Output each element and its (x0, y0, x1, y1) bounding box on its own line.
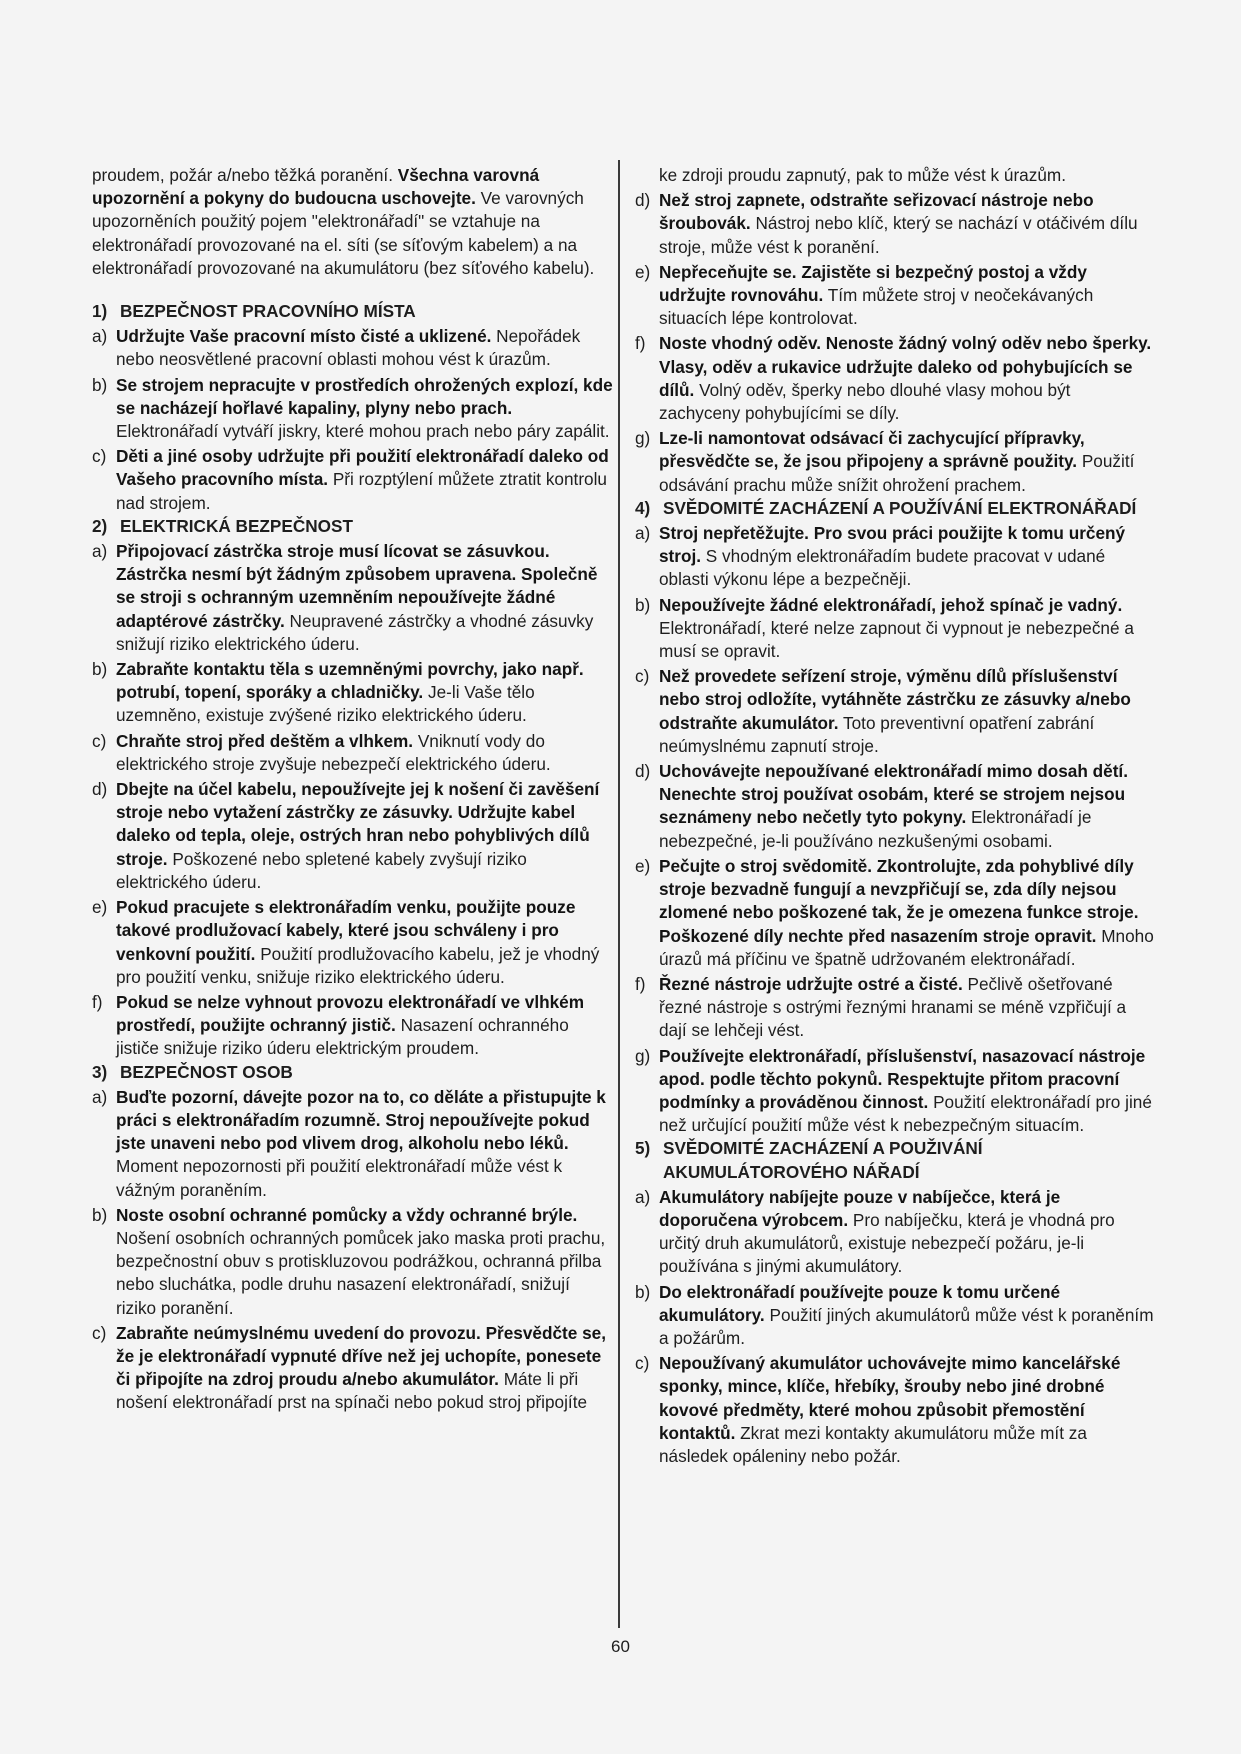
list-item (92, 445, 614, 515)
item-body (116, 374, 614, 444)
item-bold: Uchovávejte nepoužívané elektronářadí mimo dosah dětí. Nenechte stroj používat osobám, které se strojem nejsou seznámeny nebo nečetly tyto pokyny. (659, 761, 1128, 828)
section-heading-5 (635, 1137, 1155, 1183)
item-bold: Zabraňte kontaktu těla s uzemněnými povrchy, jako např. potrubí, topení, sporáky a chladničky. (116, 659, 584, 703)
item-marker: b) (92, 374, 108, 395)
item-body (116, 658, 614, 728)
item-marker: b) (92, 1204, 108, 1225)
item-bold: Udržujte Vaše pracovní místo čisté a uklizené. (116, 326, 492, 347)
list-item (92, 540, 614, 656)
list-item (635, 261, 1155, 331)
section-heading-4 (635, 497, 1155, 520)
item-marker: a) (635, 1186, 651, 1207)
item-text: Elektronářadí je nebezpečné, je-li používáno nezkušenými osobami. (659, 807, 1092, 851)
item-marker: c) (92, 446, 107, 467)
item-marker: f) (635, 973, 646, 994)
item-text: Poškozené nebo spletené kabely zvyšují riziko elektrického úderu. (116, 848, 527, 892)
item-marker: f) (635, 333, 646, 354)
intro-text: proudem, požár a/nebo těžká poranění. (92, 165, 398, 185)
item-marker: d) (92, 779, 108, 800)
item-marker: f) (92, 991, 103, 1012)
section-title: ELEKTRICKÁ BEZPEČNOST (120, 515, 353, 536)
item-text: Je-li Vaše tělo uzemněno, existuje zvýšené riziko elektrického úderu. (116, 682, 535, 726)
intro-paragraph (92, 164, 614, 280)
item-body (659, 594, 1155, 664)
item-bold: Připojovací zástrčka stroje musí lícovat se zásuvkou. Zástrčka nesmí být žádným způsobem upravena. Společně se stroji s ochranným uzemněním nepoužívejte žádné adaptérové zástrčky. (116, 541, 598, 631)
item-bold: Nepoužívejte žádné elektronářadí, jehož spínač je vadný. (659, 594, 1123, 615)
list-item (92, 1204, 614, 1320)
item-body (659, 522, 1155, 592)
item-marker: e) (635, 261, 651, 282)
item-bold: Buďte pozorní, dávejte pozor na to, co děláte a přistupujte k práci s elektronářadím rozumně. Stroj nepoužívejte pokud jste unaveni nebo pod vlivem drog, alkoholu nebo léků. (116, 1086, 606, 1154)
item-body (116, 325, 614, 371)
item-bold: Řezné nástroje udržujte ostré a čisté. (659, 973, 963, 994)
section-4-items (635, 522, 1155, 1137)
item-marker: b) (635, 1281, 651, 1302)
item-text: Toto preventivní opatření zabrání neúmyslnému zapnutí stroje. (659, 712, 1095, 756)
section-number: 1) (92, 301, 108, 322)
section-3-items (92, 1086, 614, 1415)
section-5-items (635, 1186, 1155, 1468)
item-text: Použití jiných akumulátorů může vést k poraněním a požárům. (659, 1304, 1154, 1348)
item-marker: c) (635, 666, 650, 687)
item-marker: a) (635, 523, 651, 544)
item-text: Pečlivě ošetřované řezné nástroje s ostrými řeznými hranami se méně vzpřičují a dají se lehčeji vést. (659, 973, 1127, 1041)
item-bold: Dbejte na účel kabelu, nepoužívejte jej k nošení či zavěšení stroje nebo vytažení zástrčky ze zásuvky. Udržujte kabel daleko od tepla, oleje, ostrých hran nebo pohyblivých dílů stroje. (116, 779, 600, 869)
item-marker: d) (635, 761, 651, 782)
list-item (92, 778, 614, 894)
item-body (659, 332, 1155, 425)
item-body (659, 855, 1155, 971)
list-item (635, 427, 1155, 497)
list-item (635, 1281, 1155, 1351)
list-item (635, 332, 1155, 425)
item-bold: Se strojem nepracujte v prostředích ohrožených explozí, kde se nacházejí hořlavé kapaliny, plyny nebo prach. (116, 374, 613, 418)
item-text: Pro nabíječku, která je vhodná pro určitý druh akumulátorů, existuje nebezpečí požáru, je-li používána s jinými akumulátory. (659, 1209, 1115, 1277)
item-text: Zkrat mezi kontakty akumulátoru může mít za následek opáleniny nebo požár. (659, 1422, 1087, 1466)
item-marker: b) (92, 659, 108, 680)
item-marker: c) (635, 1353, 650, 1374)
item-body (659, 973, 1155, 1043)
item-body (116, 730, 614, 776)
list-item (92, 1322, 614, 1415)
item-marker: d) (635, 190, 651, 211)
section-title: SVĚDOMITÉ ZACHÁZENÍ A POUŽÍVÁNÍ ELEKTRONÁŘADÍ (663, 497, 1137, 518)
section-heading-3 (92, 1061, 614, 1084)
item-text: Použití odsávání prachu může snížit ohrožení prachem. (659, 451, 1135, 495)
item-marker-blank (635, 164, 659, 187)
item-marker: e) (92, 897, 108, 918)
item-text: Nástroj nebo klíč, který se nachází v otáčivém dílu stroje, může vést k poranění. (659, 213, 1138, 257)
item-text: Mnoho úrazů má příčinu ve špatně udržovaném elektronářadí. (659, 925, 1154, 969)
list-item (635, 189, 1155, 259)
section-title: SVĚDOMITÉ ZACHÁZENÍ A POUŽIVÁNÍ AKUMULÁTOROVÉHO NÁŘADÍ (663, 1138, 983, 1182)
list-item (635, 594, 1155, 664)
item-body (116, 1086, 614, 1202)
section-title: BEZPEČNOST OSOB (120, 1061, 293, 1082)
section-3-continued-items (635, 189, 1155, 497)
item-body (116, 778, 614, 894)
item-bold: Noste vhodný oděv. Nenoste žádný volný oděv nebo šperky. Vlasy, oděv a rukavice udržujte daleko od pohybujících se dílů. (659, 333, 1152, 400)
section-2-items (92, 540, 614, 1060)
item-text: Moment nepozornosti při použití elektronářadí může vést k vážným poraněním. (116, 1156, 563, 1200)
list-item (92, 991, 614, 1061)
item-bold: Děti a jiné osoby udržujte při použití elektronářadí daleko od Vašeho pracovního místa. (116, 446, 609, 490)
item-marker: c) (92, 1322, 107, 1343)
item-marker: g) (635, 1045, 651, 1066)
item-marker: g) (635, 428, 651, 449)
item-body (659, 189, 1155, 259)
section-title: BEZPEČNOST PRACOVNÍHO MÍSTA (120, 301, 416, 322)
item-bold: Pečujte o stroj svědomitě. Zkontrolujte, zda pohyblivé díly stroje bezvadně fungují a nevzpřičují se, zda díly nejsou zlomené nebo poškozené tak, že je omezena funkce stroje. Poškozené díly nechte před nasazením stroje opravit. (659, 855, 1139, 946)
intro-bold-text: Všechna varovná upozornění a pokyny do budoucna uschovejte. (92, 165, 540, 209)
item-bold: Nepřeceňujte se. Zajistěte si bezpečný postoj a vždy udržujte rovnováhu. (659, 261, 1087, 306)
list-item (635, 665, 1155, 758)
item-body (659, 1281, 1155, 1351)
list-item (635, 973, 1155, 1043)
list-item (635, 522, 1155, 592)
item-bold: Zabraňte neúmyslnému uvedení do provozu. Přesvědčte se, že je elektronářadí vypnuté dříve než jej uchopíte, ponesete či připojíte na zdroj proudu a/nebo akumulátor. (116, 1322, 606, 1390)
item-text: Nepořádek nebo neosvětlené pracovní oblasti mohou vést k úrazům. (116, 326, 581, 370)
item-bold: Stroj nepřetěžujte. Pro svou práci použijte k tomu určený stroj. (659, 523, 1126, 567)
item-bold: Noste osobní ochranné pomůcky a vždy ochranné brýle. (116, 1204, 578, 1225)
page-number: 60 (611, 1637, 630, 1656)
list-item (92, 325, 614, 371)
item-marker: b) (635, 594, 651, 615)
item-body (659, 427, 1155, 497)
continuation-text: ke zdroji proudu zapnutý, pak to může vést k úrazům. (659, 165, 1066, 185)
item-text: Neupravené zástrčky a vhodné zásuvky snižují riziko elektrického úderu. (116, 610, 594, 654)
section-heading-1 (92, 300, 614, 323)
item-body (659, 665, 1155, 758)
item-text: Nasazení ochranného jističe snižuje riziko úderu elektrickým proudem. (116, 1015, 569, 1059)
item-text: Při rozptýlení můžete ztratit kontrolu nad strojem. (116, 469, 607, 513)
list-item (635, 1352, 1155, 1468)
list-item (92, 730, 614, 776)
item-bold: Nepoužívaný akumulátor uchovávejte mimo kancelářské sponky, mince, klíče, hřebíky, šrouby nebo jiné drobné kovové předměty, které mohou způsobit přemostění kontaktů. (659, 1353, 1121, 1443)
list-item (92, 658, 614, 728)
item-body (659, 261, 1155, 331)
list-item (635, 760, 1155, 853)
list-item (635, 1186, 1155, 1279)
item-marker: a) (92, 326, 108, 347)
item-bold: Lze-li namontovat odsávací či zachycující přípravky, přesvědčte se, že jsou připojeny a správně použity. (659, 428, 1085, 472)
item-body (659, 1186, 1155, 1279)
item-bold: Akumulátory nabíjejte pouze v nabíječce, která je doporučena výrobcem. (659, 1186, 1061, 1230)
section-heading-2 (92, 515, 614, 538)
section-number: 5) (635, 1138, 651, 1159)
item-body (116, 1322, 614, 1415)
item-text: Volný oděv, šperky nebo dlouhé vlasy mohou být zachyceny pohybujícími se díly. (659, 379, 1071, 424)
item-text: Použití elektronářadí pro jiné než určující použití může vést k nebezpečným situacím. (659, 1091, 1152, 1136)
continuation-paragraph (635, 164, 1155, 187)
list-item (635, 855, 1155, 971)
item-bold: Pokud se nelze vyhnout provozu elektronářadí ve vlhkém prostředí, použijte ochranný jistič. (116, 991, 585, 1036)
item-marker: e) (635, 855, 651, 876)
column-divider (618, 160, 620, 1628)
item-marker: a) (92, 1086, 108, 1107)
item-text: Elektronářadí, které nelze zapnout či vypnout je nebezpečné a musí se opravit. (659, 617, 1134, 662)
list-item (92, 896, 614, 989)
item-text: Nošení osobních ochranných pomůcek jako maska proti prachu, bezpečnostní obuv s protiskluzovou podrážkou, ochranná přilba nebo sluchátka, podle druhu nasazení elektronářadí, snižují riziko poranění. (116, 1227, 606, 1318)
left-column (92, 164, 614, 1415)
right-column (635, 164, 1155, 1468)
item-marker: c) (92, 730, 107, 751)
list-item (92, 374, 614, 444)
item-text: Máte li při nošení elektronářadí prst na spínači nebo pokud stroj připojíte (116, 1369, 588, 1413)
item-body (116, 540, 614, 656)
item-bold: Pokud pracujete s elektronářadím venku, použijte pouze takové prodlužovací kabely, které jsou schváleny i pro venkovní použití. (116, 897, 576, 964)
item-bold: Než provedete seřízení stroje, výměnu dílů příslušenství nebo stroj odložíte, vytáhněte zástrčku ze zásuvky a/nebo odstraňte akumulátor. (659, 666, 1131, 733)
section-1-items (92, 325, 614, 515)
intro-text-end: Ve varovných upozorněních použitý pojem "elektronářadí" se vztahuje na elektronářadí provozované na el. síti (se síťovým kabelem) a na elektronářadí provozované na akumulátoru (bez síťového kabelu). (92, 188, 595, 278)
item-text: S vhodným elektronářadím budete pracovat v udané oblasti výkonu lépe a bezpečněji. (659, 546, 1106, 590)
item-bold: Používejte elektronářadí, příslušenství, nasazovací nástroje apod. podle těchto pokynů. Respektujte přitom pracovní podmínky a prováděnou činnost. (659, 1045, 1146, 1112)
item-body (116, 1204, 614, 1320)
item-bold: Než stroj zapnete, odstraňte seřizovací nástroje nebo šroubovák. (659, 190, 1094, 234)
list-item (92, 1086, 614, 1202)
item-body (659, 1045, 1155, 1138)
item-text: Vniknutí vody do elektrického stroje zvyšuje nebezpečí elektrického úderu. (116, 730, 551, 774)
item-bold: Do elektronářadí používejte pouze k tomu určené akumulátory. (659, 1281, 1061, 1325)
item-marker: a) (92, 541, 108, 562)
item-bold: Chraňte stroj před deštěm a vlhkem. (116, 730, 414, 751)
item-text: Tím můžete stroj v neočekávaných situacích lépe kontrolovat. (659, 285, 1094, 329)
item-body (116, 445, 614, 515)
item-text: Použití prodlužovacího kabelu, jež je vhodný pro použití venku, snižuje riziko elektrického úderu. (116, 943, 600, 987)
section-number: 2) (92, 515, 108, 536)
section-number: 4) (635, 497, 651, 518)
item-body (659, 760, 1155, 853)
section-number: 3) (92, 1061, 108, 1082)
item-body (116, 896, 614, 989)
item-body (659, 1352, 1155, 1468)
item-body (116, 991, 614, 1061)
item-text: Elektronářadí vytváří jiskry, které mohou prach nebo páry zapálit. (116, 421, 610, 442)
list-item (635, 1045, 1155, 1138)
